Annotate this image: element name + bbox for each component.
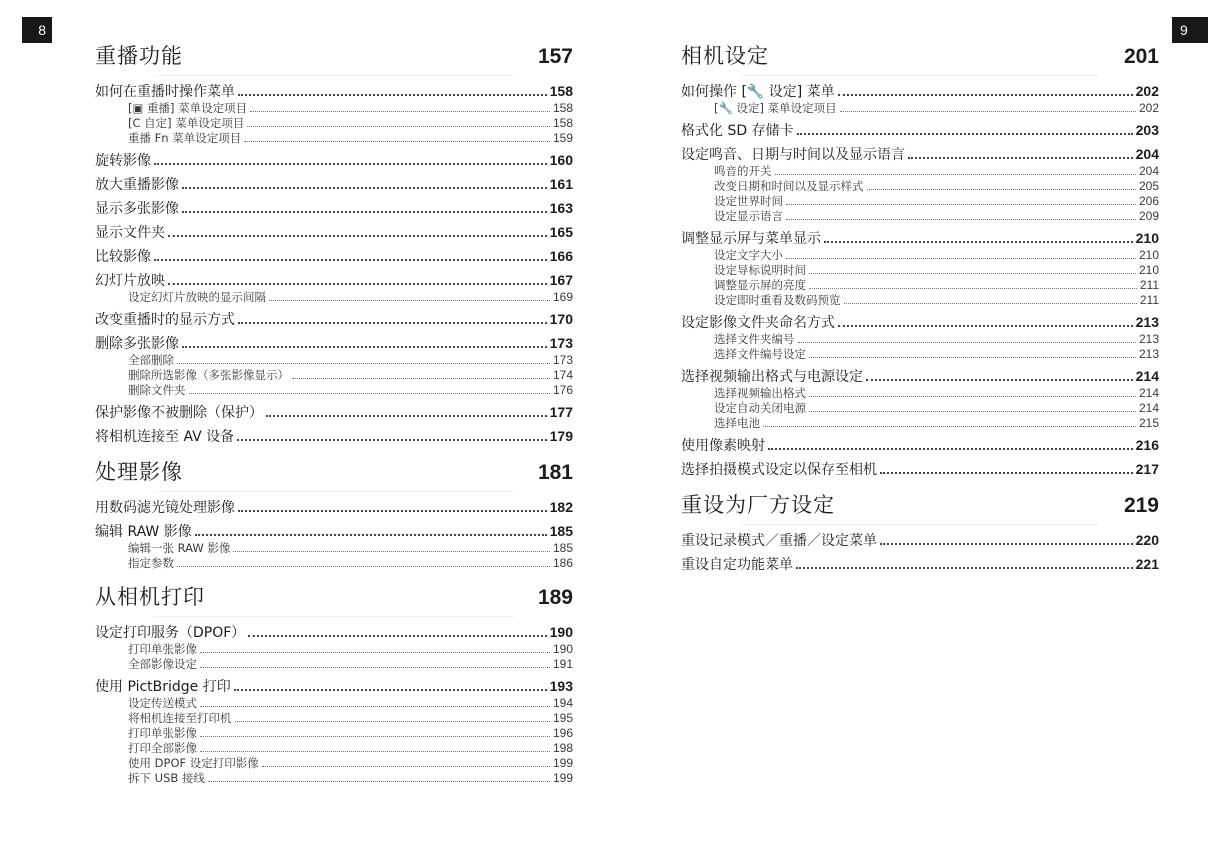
dot-leader <box>880 472 1133 474</box>
dot-leader <box>154 259 547 261</box>
dot-leader <box>838 94 1133 96</box>
dot-leader <box>244 141 550 142</box>
entry-label: 调整显示屏与菜单显示 <box>681 231 821 247</box>
entry-page-number: 193 <box>549 678 573 694</box>
entry-label: 全部删除 <box>128 353 174 367</box>
toc-subentry <box>681 248 1159 263</box>
entry-page-number: 177 <box>549 404 573 420</box>
chapter-page-number: 189 <box>537 586 573 609</box>
chapter-title: 从相机打印 <box>95 585 205 609</box>
toc-entry <box>681 436 1159 455</box>
entry-label: 鸣音的开关 <box>714 164 772 178</box>
entry-page-number: 190 <box>552 642 573 656</box>
dot-leader <box>809 396 1136 397</box>
entry-page-number: 167 <box>549 272 573 288</box>
entry-label: 重设记录模式／重播／设定菜单 <box>681 533 877 549</box>
entry-page-number: 221 <box>1135 556 1159 572</box>
entry-label: 指定参数 <box>128 556 174 570</box>
dot-leader <box>237 439 546 441</box>
chapter-title: 相机设定 <box>681 44 769 68</box>
entry-page-number: 182 <box>549 499 573 515</box>
entry-label: 选择文件编号设定 <box>714 347 806 361</box>
entry-label: 设定显示语言 <box>714 209 783 223</box>
entry-page-number: 210 <box>1138 263 1159 277</box>
entry-label: 拆下 USB 接线 <box>128 771 205 785</box>
entry-page-number: 214 <box>1138 386 1159 400</box>
toc-entry <box>95 271 573 290</box>
entry-label: [C 自定] 菜单设定项目 <box>128 116 245 130</box>
toc-subentry <box>95 711 573 726</box>
dot-leader <box>844 303 1137 304</box>
dot-leader <box>786 204 1136 205</box>
entry-label: 设定幻灯片放映的显示间隔 <box>128 290 266 304</box>
toc-entry <box>681 82 1159 101</box>
toc-entry <box>681 367 1159 386</box>
toc-entry <box>681 229 1159 248</box>
toc-subentry <box>95 696 573 711</box>
dot-leader <box>182 346 547 348</box>
toc-subentry <box>95 383 573 398</box>
entry-label: 设定导标说明时间 <box>714 263 806 277</box>
toc-entry <box>95 334 573 353</box>
dot-leader <box>168 283 547 285</box>
toc-subentry <box>95 116 573 131</box>
entry-page-number: 210 <box>1135 230 1159 246</box>
entry-page-number: 170 <box>549 311 573 327</box>
entry-page-number: 220 <box>1135 532 1159 548</box>
entry-label: 用数码滤光镜处理影像 <box>95 500 235 516</box>
entry-label: 重设自定功能菜单 <box>681 557 793 573</box>
page-number-right: 9 <box>1172 17 1208 43</box>
entry-label: 如何操作 [🔧 设定] 菜单 <box>681 84 835 100</box>
toc-entry <box>95 677 573 696</box>
entry-label: 调整显示屏的亮度 <box>714 278 806 292</box>
entry-label: [▣ 重播] 菜单设定项目 <box>128 101 248 115</box>
toc-entry <box>95 175 573 194</box>
toc-entry <box>95 82 573 101</box>
entry-page-number: 185 <box>552 541 573 555</box>
toc-subentry <box>681 101 1159 116</box>
chapter-heading <box>681 489 1159 519</box>
toc-entry <box>95 403 573 422</box>
entry-page-number: 203 <box>1135 122 1159 138</box>
entry-page-number: 186 <box>552 556 573 570</box>
entry-label: 设定即时重看及数码预览 <box>714 293 841 307</box>
entry-page-number: 166 <box>549 248 573 264</box>
entry-label: 打印全部影像 <box>128 741 197 755</box>
dot-leader <box>177 363 550 364</box>
entry-page-number: 158 <box>552 101 573 115</box>
dot-leader <box>233 551 550 552</box>
entry-label: 使用 DPOF 设定打印影像 <box>128 756 259 770</box>
toc-subentry <box>95 771 573 786</box>
toc-subentry <box>681 263 1159 278</box>
dot-leader <box>786 258 1136 259</box>
chapter-heading <box>95 456 573 486</box>
dot-leader <box>840 111 1136 112</box>
entry-page-number: 213 <box>1138 347 1159 361</box>
entry-label: 选择文件夹编号 <box>714 332 795 346</box>
entry-page-number: 195 <box>552 711 573 725</box>
entry-page-number: 199 <box>552 756 573 770</box>
toc-entry <box>95 223 573 242</box>
toc-subentry <box>95 290 573 305</box>
dot-leader <box>235 721 550 722</box>
dot-leader <box>880 543 1133 545</box>
entry-page-number: 173 <box>549 335 573 351</box>
entry-label: 选择电池 <box>714 416 760 430</box>
entry-page-number: 199 <box>552 771 573 785</box>
entry-label: 编辑 RAW 影像 <box>95 524 192 540</box>
entry-label: 设定鸣音、日期与时间以及显示语言 <box>681 147 905 163</box>
dot-leader <box>200 751 550 752</box>
dot-leader <box>189 393 550 394</box>
entry-label: 设定世界时间 <box>714 194 783 208</box>
dot-leader <box>775 174 1136 175</box>
entry-label: 保护影像不被删除（保护） <box>95 405 263 421</box>
dot-leader <box>247 126 550 127</box>
dot-leader <box>262 766 550 767</box>
entry-label: 显示多张影像 <box>95 201 179 217</box>
toc-subentry <box>95 353 573 368</box>
entry-page-number: 210 <box>1138 248 1159 262</box>
dot-leader <box>796 567 1133 569</box>
toc-entry <box>95 310 573 329</box>
toc-subentry <box>95 101 573 116</box>
chapter-title: 重播功能 <box>95 44 183 68</box>
toc-entry <box>95 427 573 446</box>
dot-leader <box>234 689 547 691</box>
toc-entry <box>95 623 573 642</box>
dot-leader <box>908 157 1133 159</box>
entry-page-number: 191 <box>552 657 573 671</box>
toc-subentry <box>95 131 573 146</box>
entry-label: 删除所选影像（多张影像显示） <box>128 368 289 382</box>
entry-page-number: 169 <box>552 290 573 304</box>
entry-label: 将相机连接至打印机 <box>128 711 232 725</box>
dot-leader <box>824 241 1133 243</box>
chapter-title: 处理影像 <box>95 460 183 484</box>
entry-label: 设定打印服务（DPOF） <box>95 625 246 641</box>
chapter-page-number: 157 <box>537 45 573 68</box>
dot-leader <box>177 566 550 567</box>
entry-label: 删除多张影像 <box>95 336 179 352</box>
entry-label: 幻灯片放映 <box>95 273 165 289</box>
entry-label: 选择视频输出格式 <box>714 386 806 400</box>
toc-subentry <box>681 293 1159 308</box>
toc-entry <box>681 531 1159 550</box>
entry-page-number: 159 <box>552 131 573 145</box>
entry-page-number: 216 <box>1135 437 1159 453</box>
toc-right-column <box>681 40 1159 574</box>
entry-page-number: 174 <box>552 368 573 382</box>
dot-leader <box>182 187 547 189</box>
entry-page-number: 209 <box>1138 209 1159 223</box>
dot-leader <box>809 357 1136 358</box>
entry-label: 选择拍摄模式设定以保存至相机 <box>681 462 877 478</box>
entry-label: 改变重播时的显示方式 <box>95 312 235 328</box>
toc-entry <box>95 522 573 541</box>
entry-label: 选择视频输出格式与电源设定 <box>681 369 863 385</box>
toc-entry <box>681 313 1159 332</box>
dot-leader <box>867 189 1136 190</box>
toc-entry <box>95 199 573 218</box>
entry-page-number: 176 <box>552 383 573 397</box>
dot-leader <box>248 635 546 637</box>
dot-leader <box>168 235 547 237</box>
entry-label: 删除文件夹 <box>128 383 186 397</box>
toc-subentry <box>95 541 573 556</box>
dot-leader <box>200 667 550 668</box>
dot-leader <box>763 426 1136 427</box>
dot-leader <box>786 219 1136 220</box>
entry-label: 设定影像文件夹命名方式 <box>681 315 835 331</box>
dot-leader <box>182 211 547 213</box>
dot-leader <box>200 706 550 707</box>
toc-entry <box>681 121 1159 140</box>
entry-label: 打印单张影像 <box>128 642 197 656</box>
entry-page-number: 204 <box>1135 146 1159 162</box>
toc-entry <box>95 247 573 266</box>
dot-leader <box>200 736 550 737</box>
entry-label: 显示文件夹 <box>95 225 165 241</box>
entry-page-number: 214 <box>1135 368 1159 384</box>
toc-subentry <box>95 642 573 657</box>
chapter-title: 重设为厂方设定 <box>681 493 835 517</box>
entry-label: 设定自动关闭电源 <box>714 401 806 415</box>
entry-page-number: 205 <box>1138 179 1159 193</box>
entry-page-number: 190 <box>549 624 573 640</box>
entry-page-number: 213 <box>1135 314 1159 330</box>
entry-page-number: 217 <box>1135 461 1159 477</box>
toc-entry <box>681 460 1159 479</box>
entry-page-number: 173 <box>552 353 573 367</box>
toc-subentry <box>681 278 1159 293</box>
dot-leader <box>200 652 550 653</box>
entry-label: 全部影像设定 <box>128 657 197 671</box>
entry-page-number: 185 <box>549 523 573 539</box>
toc-entry <box>95 151 573 170</box>
toc-subentry <box>681 164 1159 179</box>
toc-subentry <box>681 347 1159 362</box>
entry-label: 设定文字大小 <box>714 248 783 262</box>
chapter-page-number: 201 <box>1123 45 1159 68</box>
dot-leader <box>238 322 547 324</box>
toc-subentry <box>681 179 1159 194</box>
dot-leader <box>238 94 547 96</box>
dot-leader <box>797 133 1133 135</box>
entry-label: 将相机连接至 AV 设备 <box>95 429 235 445</box>
entry-label: 打印单张影像 <box>128 726 197 740</box>
entry-label: 使用像素映射 <box>681 438 765 454</box>
entry-page-number: 202 <box>1138 101 1159 115</box>
entry-label: 改变日期和时间以及显示样式 <box>714 179 864 193</box>
entry-page-number: 198 <box>552 741 573 755</box>
toc-subentry <box>95 741 573 756</box>
entry-page-number: 215 <box>1138 416 1159 430</box>
entry-page-number: 165 <box>549 224 573 240</box>
entry-page-number: 204 <box>1138 164 1159 178</box>
toc-entry <box>95 498 573 517</box>
dot-leader <box>838 325 1133 327</box>
entry-page-number: 158 <box>549 83 573 99</box>
entry-page-number: 211 <box>1139 293 1159 307</box>
entry-page-number: 160 <box>549 152 573 168</box>
dot-leader <box>195 534 547 536</box>
dot-leader <box>798 342 1136 343</box>
entry-label: [🔧 设定] 菜单设定项目 <box>714 101 837 115</box>
dot-leader <box>768 448 1133 450</box>
dot-leader <box>269 300 550 301</box>
entry-page-number: 211 <box>1139 278 1159 292</box>
dot-leader <box>292 378 550 379</box>
entry-label: 放大重播影像 <box>95 177 179 193</box>
toc-entry <box>681 555 1159 574</box>
dot-leader <box>154 163 547 165</box>
entry-page-number: 213 <box>1138 332 1159 346</box>
dot-leader <box>238 510 547 512</box>
toc-subentry <box>95 726 573 741</box>
chapter-page-number: 219 <box>1123 494 1159 517</box>
toc-subentry <box>681 194 1159 209</box>
entry-page-number: 196 <box>552 726 573 740</box>
entry-page-number: 163 <box>549 200 573 216</box>
toc-entry <box>681 145 1159 164</box>
toc-subentry <box>681 416 1159 431</box>
dot-leader <box>809 288 1137 289</box>
toc-subentry <box>681 209 1159 224</box>
toc-subentry <box>95 556 573 571</box>
toc-subentry <box>681 332 1159 347</box>
entry-label: 重播 Fn 菜单设定项目 <box>128 131 242 145</box>
toc-subentry <box>681 386 1159 401</box>
dot-leader <box>809 411 1136 412</box>
entry-page-number: 206 <box>1138 194 1159 208</box>
entry-page-number: 194 <box>552 696 573 710</box>
toc-subentry <box>681 401 1159 416</box>
page-number-left: 8 <box>22 17 52 43</box>
toc-subentry <box>95 756 573 771</box>
chapter-page-number: 181 <box>537 461 573 484</box>
dot-leader <box>866 379 1133 381</box>
entry-page-number: 202 <box>1135 83 1159 99</box>
entry-page-number: 161 <box>549 176 573 192</box>
entry-label: 如何在重播时操作菜单 <box>95 84 235 100</box>
dot-leader <box>250 111 550 112</box>
entry-label: 旋转影像 <box>95 153 151 169</box>
entry-label: 设定传送模式 <box>128 696 197 710</box>
toc-subentry <box>95 657 573 672</box>
entry-label: 编辑一张 RAW 影像 <box>128 541 231 555</box>
entry-page-number: 179 <box>549 428 573 444</box>
entry-label: 比较影像 <box>95 249 151 265</box>
entry-label: 格式化 SD 存储卡 <box>681 123 794 139</box>
chapter-heading <box>95 40 573 70</box>
chapter-heading <box>681 40 1159 70</box>
entry-page-number: 214 <box>1138 401 1159 415</box>
dot-leader <box>266 415 547 417</box>
toc-subentry <box>95 368 573 383</box>
entry-page-number: 158 <box>552 116 573 130</box>
toc-left-column <box>95 40 573 786</box>
chapter-heading <box>95 581 573 611</box>
entry-label: 使用 PictBridge 打印 <box>95 679 231 695</box>
dot-leader <box>809 273 1136 274</box>
dot-leader <box>208 781 550 782</box>
